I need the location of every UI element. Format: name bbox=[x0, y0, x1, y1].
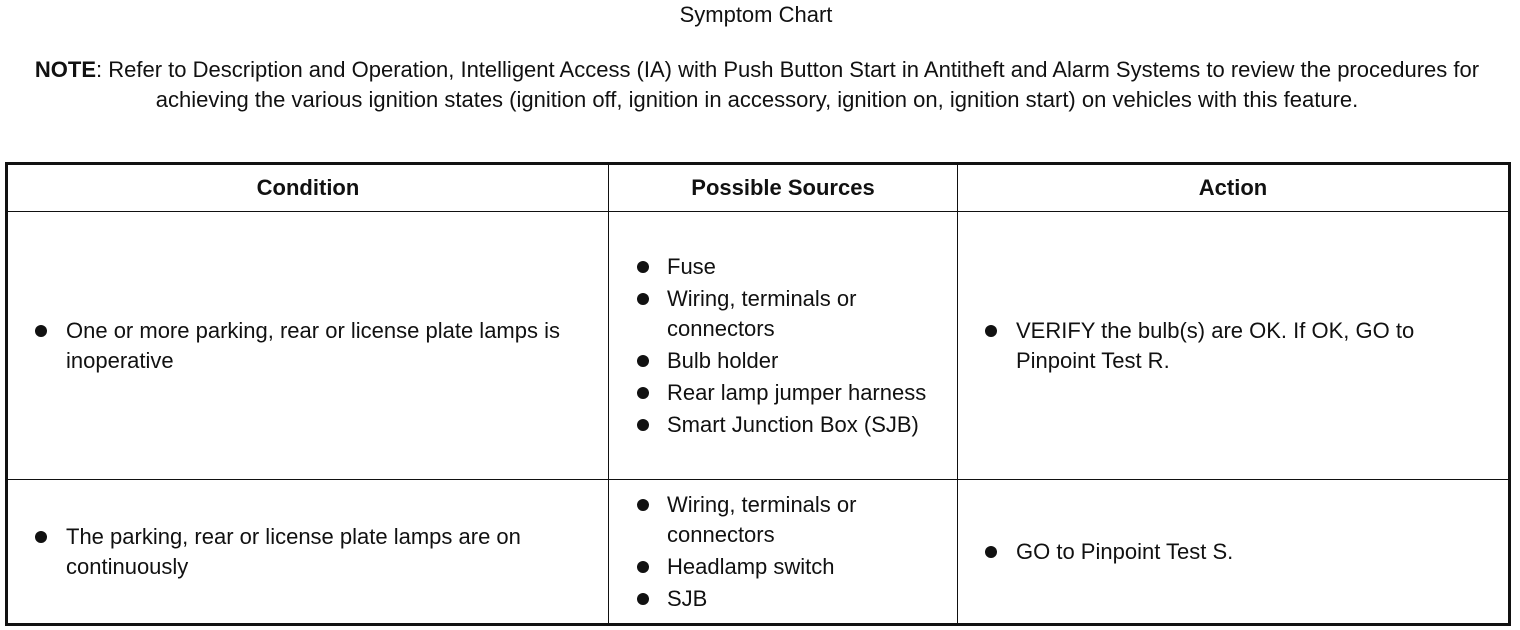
bullet-icon bbox=[637, 419, 649, 431]
action-cell bbox=[958, 480, 1510, 625]
sources-list bbox=[609, 252, 957, 440]
sources-list bbox=[609, 490, 957, 614]
list-item: VERIFY the bulb(s) are OK. If OK, GO to Pinpoint Test R. bbox=[958, 316, 1508, 376]
column-header-action: Action bbox=[958, 164, 1510, 212]
table-row bbox=[7, 212, 1510, 480]
list-item: The parking, rear or license plate lamps are on continuously bbox=[8, 522, 608, 582]
list-item: GO to Pinpoint Test S. bbox=[958, 537, 1508, 567]
list-item: Rear lamp jumper harness bbox=[609, 378, 957, 408]
note-paragraph bbox=[10, 55, 1504, 115]
bullet-icon bbox=[637, 261, 649, 273]
list-item: Headlamp switch bbox=[609, 552, 957, 582]
list-item: One or more parking, rear or license plate lamps is inoperative bbox=[8, 316, 608, 376]
note-label: NOTE bbox=[34, 57, 97, 82]
bullet-icon bbox=[637, 387, 649, 399]
bullet-icon bbox=[637, 593, 649, 605]
condition-list bbox=[8, 316, 608, 376]
column-header-possible-sources: Possible Sources bbox=[609, 164, 958, 212]
condition-list bbox=[8, 522, 608, 582]
list-item: Wiring, terminals or connectors bbox=[609, 284, 957, 344]
sources-cell bbox=[609, 212, 958, 480]
action-list bbox=[958, 316, 1508, 376]
list-item: Fuse bbox=[609, 252, 957, 282]
bullet-icon bbox=[985, 325, 997, 337]
action-cell bbox=[958, 212, 1510, 480]
list-item: Bulb holder bbox=[609, 346, 957, 376]
bullet-icon bbox=[985, 546, 997, 558]
list-item: Wiring, terminals or connectors bbox=[609, 490, 957, 550]
bullet-icon bbox=[637, 561, 649, 573]
condition-cell bbox=[7, 480, 609, 625]
page-title: Symptom Chart bbox=[679, 2, 833, 27]
condition-cell bbox=[7, 212, 609, 480]
list-item: Smart Junction Box (SJB) bbox=[609, 410, 957, 440]
list-item: SJB bbox=[609, 584, 957, 614]
note-text: : Refer to Description and Operation, Intelligent Access (IA) with Push Button Start in Antitheft and Alarm Systems to review the procedures for achieving the various ignition states (ignition off, ignition in accessory, ignition on, ignition start) on vehicles with this feature. bbox=[96, 57, 1480, 112]
bullet-icon bbox=[35, 325, 47, 337]
table-row bbox=[7, 480, 1510, 625]
bullet-icon bbox=[35, 531, 47, 543]
bullet-icon bbox=[637, 293, 649, 305]
column-header-condition: Condition bbox=[7, 164, 609, 212]
symptom-chart-table bbox=[5, 162, 1511, 626]
header-row bbox=[7, 164, 1510, 212]
bullet-icon bbox=[637, 355, 649, 367]
action-list bbox=[958, 537, 1508, 567]
bullet-icon bbox=[637, 499, 649, 511]
sources-cell bbox=[609, 480, 958, 625]
